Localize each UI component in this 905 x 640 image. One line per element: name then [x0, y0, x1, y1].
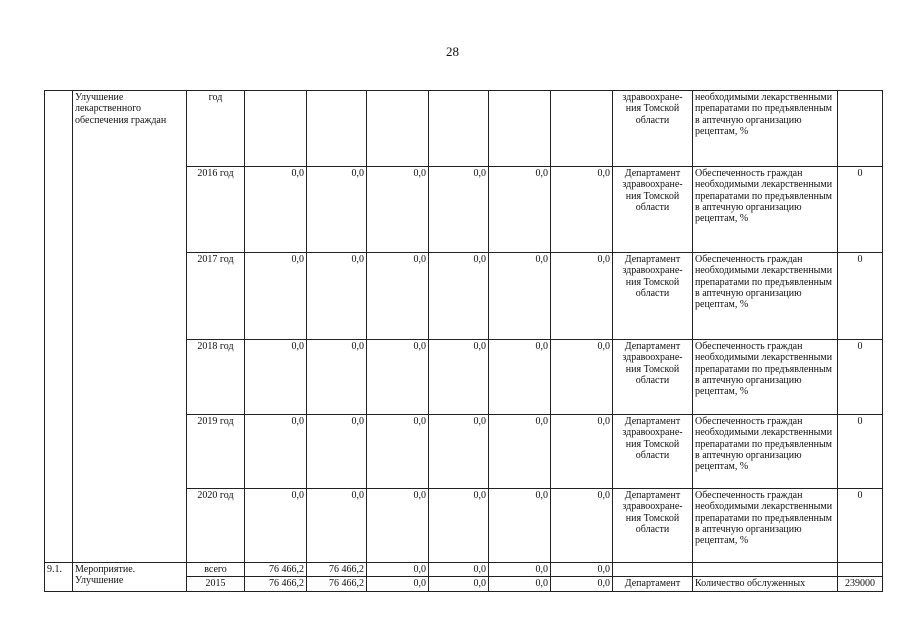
target-cell: 0	[838, 415, 883, 489]
indicator-cell: Обеспеченность граждан необходимыми лекарственными препаратами по предъявленным в аптечную организацию рецептам, %	[693, 253, 838, 340]
value-cell: 0,0	[489, 563, 551, 577]
row-number-cell	[45, 91, 73, 563]
value-cell: 0,0	[367, 577, 429, 591]
value-cell: 0,0	[429, 253, 489, 340]
value-cell: 0,0	[551, 253, 613, 340]
value-cell: 0,0	[307, 489, 367, 563]
value-cell: 76 466,2	[307, 563, 367, 577]
table-row	[45, 563, 883, 577]
indicator-cell: необходимыми лекарственными препаратами по предъявленным в аптечную организацию рецептам, %	[693, 91, 838, 167]
value-cell: 76 466,2	[245, 563, 307, 577]
value-cell: 0,0	[307, 415, 367, 489]
year-cell: 2017 год	[187, 253, 245, 340]
value-cell: 0,0	[429, 415, 489, 489]
activity-name-cell	[73, 563, 187, 592]
target-cell: 0	[838, 489, 883, 563]
value-cell: 0,0	[551, 340, 613, 415]
value-cell: 0,0	[245, 340, 307, 415]
target-cell: 0	[838, 167, 883, 253]
value-cell: 0,0	[551, 415, 613, 489]
year-cell: 2020 год	[187, 489, 245, 563]
department-cell: Департамент здравоохране-ния Томской области	[613, 489, 693, 563]
page-number: 28	[446, 44, 459, 59]
value-cell: 0,0	[307, 340, 367, 415]
value-cell: 0,0	[429, 489, 489, 563]
year-cell: всего	[187, 563, 245, 577]
indicator-cell: Обеспеченность граждан необходимыми лекарственными препаратами по предъявленным в аптечную организацию рецептам, %	[693, 415, 838, 489]
department-cell: Департамент здравоохране-ния Томской области	[613, 167, 693, 253]
program-table	[44, 90, 883, 592]
value-cell	[307, 91, 367, 167]
value-cell	[551, 91, 613, 167]
value-cell: 76 466,2	[307, 577, 367, 591]
value-cell: 0,0	[245, 415, 307, 489]
value-cell: 0,0	[367, 167, 429, 253]
indicator-cell: Обеспеченность граждан необходимыми лекарственными препаратами по предъявленным в аптечную организацию рецептам, %	[693, 167, 838, 253]
target-cell	[838, 91, 883, 167]
table-row	[45, 91, 883, 167]
indicator-cell: Обеспеченность граждан необходимыми лекарственными препаратами по предъявленным в аптечную организацию рецептам, %	[693, 340, 838, 415]
value-cell: 0,0	[489, 577, 551, 591]
value-cell	[245, 91, 307, 167]
activity-name-line: Мероприятие.	[75, 564, 136, 575]
department-cell: Департамент здравоохране-ния Томской области	[613, 253, 693, 340]
value-cell: 0,0	[307, 167, 367, 253]
value-cell: 0,0	[245, 253, 307, 340]
indicator-cell	[693, 563, 838, 577]
target-cell: 0	[838, 253, 883, 340]
value-cell: 0,0	[489, 489, 551, 563]
value-cell: 0,0	[429, 577, 489, 591]
value-cell	[367, 91, 429, 167]
year-cell: 2015	[187, 577, 245, 591]
value-cell: 0,0	[429, 167, 489, 253]
department-cell: здравоохране-ния Томской области	[613, 91, 693, 167]
value-cell: 0,0	[429, 563, 489, 577]
value-cell: 0,0	[489, 340, 551, 415]
value-cell: 0,0	[551, 489, 613, 563]
target-cell: 239000	[838, 577, 883, 591]
value-cell: 0,0	[551, 563, 613, 577]
value-cell: 0,0	[367, 340, 429, 415]
indicator-cell: Обеспеченность граждан необходимыми лекарственными препаратами по предъявленным в аптечную организацию рецептам, %	[693, 489, 838, 563]
target-cell: 0	[838, 340, 883, 415]
value-cell	[429, 91, 489, 167]
value-cell: 0,0	[245, 167, 307, 253]
value-cell: 0,0	[551, 167, 613, 253]
value-cell: 0,0	[367, 489, 429, 563]
department-cell: Департамент здравоохране-ния Томской области	[613, 415, 693, 489]
value-cell: 0,0	[489, 253, 551, 340]
value-cell	[489, 91, 551, 167]
value-cell: 0,0	[551, 577, 613, 591]
year-cell: 2018 год	[187, 340, 245, 415]
value-cell: 76 466,2	[245, 577, 307, 591]
row-number-cell: 9.1.	[45, 563, 73, 592]
value-cell: 0,0	[429, 340, 489, 415]
section-name-cell: Улучшение лекарственного обеспечения граждан	[73, 91, 187, 563]
indicator-cell: Количество обслуженных	[693, 577, 838, 591]
value-cell: 0,0	[367, 415, 429, 489]
value-cell: 0,0	[245, 489, 307, 563]
year-cell: 2019 год	[187, 415, 245, 489]
activity-name-line: Улучшение	[75, 575, 124, 587]
value-cell: 0,0	[489, 415, 551, 489]
year-cell: 2016 год	[187, 167, 245, 253]
year-cell: год	[187, 91, 245, 167]
target-cell	[838, 563, 883, 577]
value-cell: 0,0	[367, 253, 429, 340]
department-cell	[613, 563, 693, 577]
department-cell: Департамент	[613, 577, 693, 591]
value-cell: 0,0	[367, 563, 429, 577]
department-cell: Департамент здравоохране-ния Томской области	[613, 340, 693, 415]
value-cell: 0,0	[307, 253, 367, 340]
value-cell: 0,0	[489, 167, 551, 253]
